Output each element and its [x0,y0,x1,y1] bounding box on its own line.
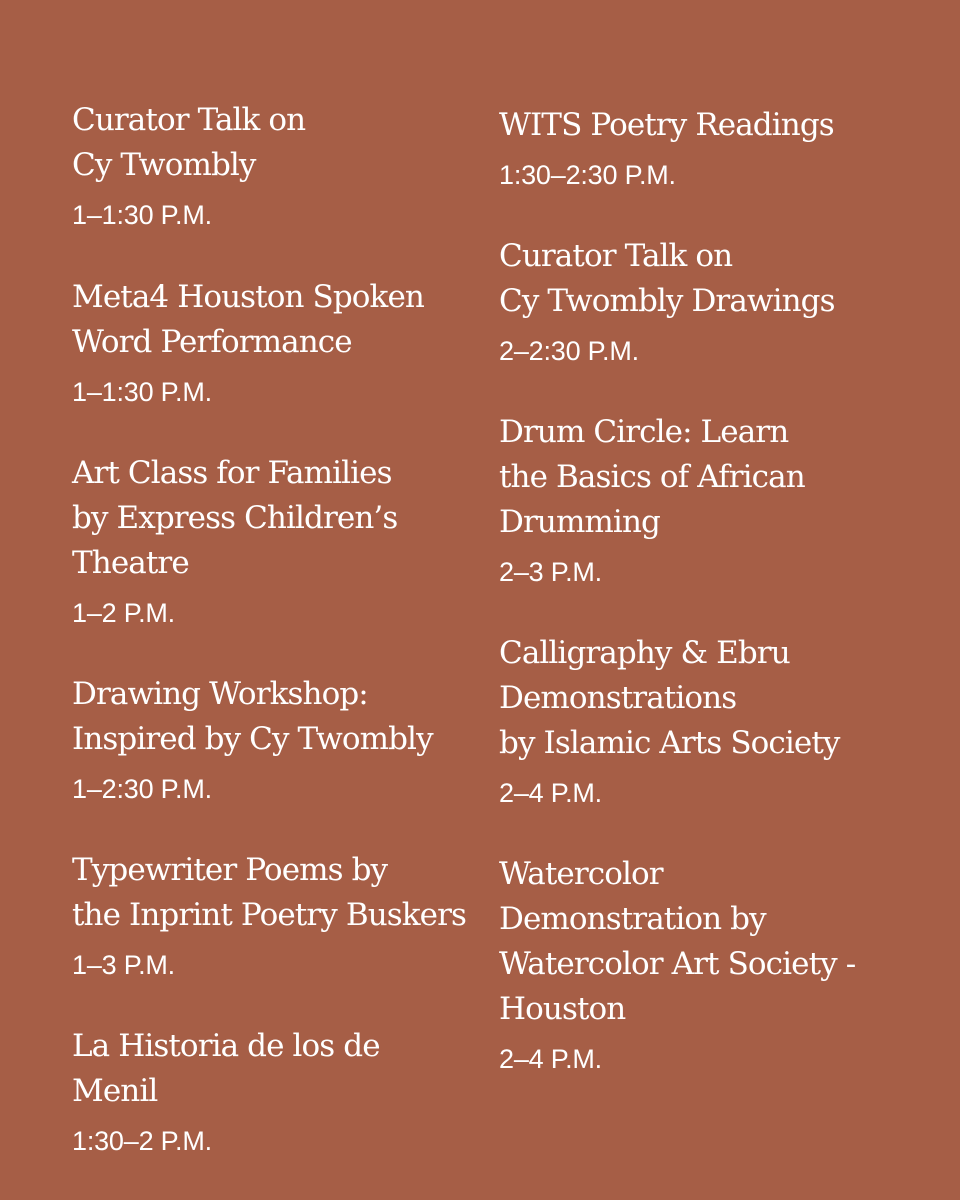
event-item [72,1024,472,1156]
event-item [72,848,472,980]
event-item [499,852,919,1074]
event-time: 2–3 P.M. [499,557,602,587]
event-title: Art Class for Families by Express Children’s Theatre [72,455,398,581]
event-time: 1–1:30 P.M. [72,377,212,407]
event-title: Calligraphy & Ebru Demonstrations by Islamic Arts Society [499,635,840,761]
event-item [72,275,472,407]
event-time: 1:30–2 P.M. [72,1126,212,1156]
event-time: 1–2 P.M. [72,598,175,628]
event-title: La Historia de los de Menil [72,1028,380,1109]
event-title: Watercolor Demonstration by Watercolor Art Society - Houston [499,856,856,1027]
event-item [499,631,919,808]
event-time: 1–3 P.M. [72,950,175,980]
event-title: Typewriter Poems by the Inprint Poetry Buskers [72,852,467,933]
event-item [72,451,472,628]
event-item [499,234,919,366]
event-title: Meta4 Houston Spoken Word Performance [72,279,424,360]
event-time: 1–1:30 P.M. [72,200,212,230]
event-title: Curator Talk on Cy Twombly [72,102,306,183]
event-title: Drum Circle: Learn the Basics of African Drumming [499,414,805,540]
event-item [72,672,472,804]
event-item [499,410,919,587]
event-title: Drawing Workshop: Inspired by Cy Twombly [72,676,433,757]
event-title: WITS Poetry Readings [499,107,834,143]
event-title: Curator Talk on Cy Twombly Drawings [499,238,835,319]
event-time: 2–4 P.M. [499,1044,602,1074]
event-time: 2–2:30 P.M. [499,336,639,366]
event-item [499,103,919,190]
event-time: 1:30–2:30 P.M. [499,160,676,190]
event-item [72,98,472,230]
event-time: 1–2:30 P.M. [72,774,212,804]
event-time: 2–4 P.M. [499,778,602,808]
